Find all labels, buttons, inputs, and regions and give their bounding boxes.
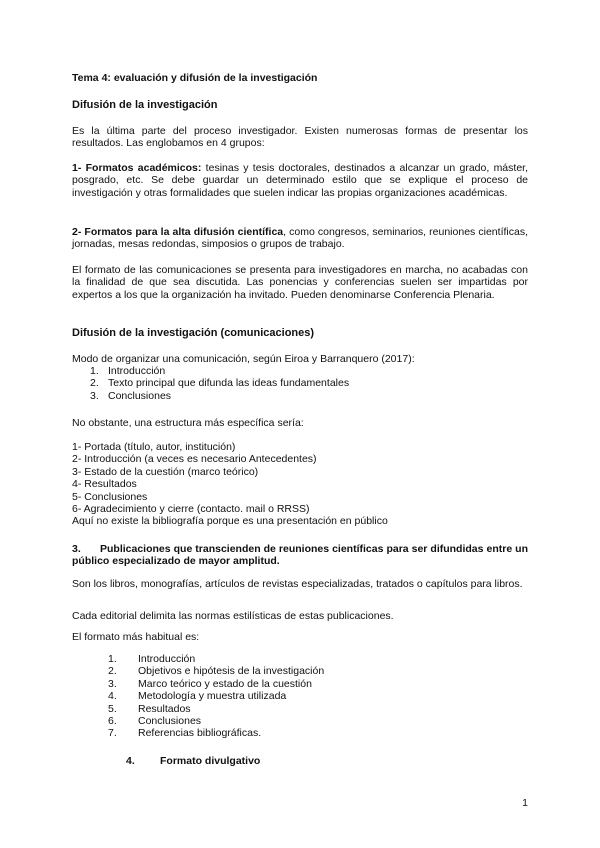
list2-item: 3- Estado de la cuestión (marco teórico) — [72, 465, 259, 478]
list-item-text: Conclusiones — [138, 714, 202, 727]
list2-item: 2- Introducción (a veces es necesario Antecedentes) — [72, 453, 317, 466]
section-heading-comunicaciones: Difusión de la investigación (comunicaciones) — [72, 327, 315, 339]
paragraph-libros: Son los libros, monografías, artículos de revistas especializadas, tratados o capítulos para libros. — [72, 578, 523, 590]
list-estructura-especifica — [72, 441, 528, 528]
list1-item — [72, 365, 528, 377]
section-text: Formato divulgativo — [160, 755, 261, 767]
list1-item — [72, 390, 528, 402]
list-item-text: Texto principal que difunda las ideas fundamentales — [108, 377, 350, 390]
page-number: 1 — [522, 797, 528, 809]
list-item-text: Referencias bibliográficas. — [138, 727, 262, 740]
paragraph-comunicaciones: El formato de las comunicaciones se presenta para investigadores en marcha, no acabadas con la finalidad de que sea discutida. Las ponencias y conferencias suelen ser impartidas por expertos a los que la organización ha invitado. Pueden denominarse Conferencia Plenaria. — [72, 264, 528, 301]
paragraph-formato-habitual: El formato más habitual es: — [72, 631, 200, 643]
list-item-number: 2. — [108, 665, 117, 678]
list-item-text: Metodología y muestra utilizada — [138, 690, 287, 703]
list-item-text: Conclusiones — [108, 389, 172, 402]
section-number: 3. — [72, 543, 81, 555]
list2-item: 4- Resultados — [72, 478, 137, 491]
list3-item — [72, 715, 528, 727]
list-item-number: 6. — [108, 714, 117, 727]
list-item-text: Resultados — [138, 702, 191, 715]
list-item-number: 1. — [90, 365, 99, 377]
paragraph-intro: Es la última parte del proceso investigador. Existen numerosas formas de presentar los resultados. Las englobamos en 4 grupos: — [72, 125, 528, 150]
list-item-text: Introducción — [138, 653, 196, 665]
paragraph-body: , como congresos, seminarios, reuniones científicas, jornadas, mesas redondas, simposios o grupos de trabajo. — [72, 226, 528, 251]
document-page — [72, 0, 528, 848]
list-item-text: Introducción — [108, 365, 166, 377]
list1-item — [72, 377, 528, 389]
paragraph-editorial: Cada editorial delimita las normas estilísticas de estas publicaciones. — [72, 610, 394, 622]
paragraph-modo-organizar: Modo de organizar una comunicación, según Eiroa y Barranquero (2017): — [72, 353, 415, 365]
paragraph-no-obstante: No obstante, una estructura más específica sería: — [72, 417, 304, 429]
list-item-number: 5. — [108, 702, 117, 715]
section-text: Publicaciones que transcienden de reuniones científicas para ser difundidas entre un público especializado de mayor amplitud. — [72, 543, 528, 568]
paragraph-formatos-academicos — [72, 162, 528, 199]
list2-item: 1- Portada (título, autor, institución) — [72, 441, 236, 453]
list2-item: 5- Conclusiones — [72, 490, 148, 503]
list-item-number: 1. — [108, 653, 117, 665]
paragraph-lead: 1- Formatos académicos: — [72, 162, 202, 174]
list — [72, 365, 528, 402]
list3-item — [72, 727, 528, 739]
list-item-text: Objetivos e hipótesis de la investigación — [138, 665, 325, 678]
list-item-number: 7. — [108, 727, 117, 740]
list3-item — [72, 653, 528, 665]
list3-item — [72, 690, 528, 702]
paragraph-alta-difusion — [72, 226, 528, 251]
list2-item: Aquí no existe la bibliografía porque es una presentación en público — [72, 515, 388, 528]
paragraph-body: tesinas y tesis doctorales, destinados a alcanzar un grado, máster, posgrado, etc. Se debe guardar un determinado estilo que se explique el proceso de investigación y otras formalidades que suelen indicar las propias organizaciones académicas. — [72, 162, 528, 199]
paragraph-lead: 2- Formatos para la alta difusión científica — [72, 226, 284, 238]
section-heading-divulgativo — [72, 755, 528, 767]
section-heading-publicaciones — [72, 543, 528, 568]
list-item-number: 2. — [90, 377, 99, 390]
list3-item — [72, 665, 528, 677]
section-number: 4. — [126, 755, 135, 767]
list3-item — [72, 678, 528, 690]
list-formato-habitual — [72, 653, 528, 740]
list — [72, 441, 528, 528]
list-item-number: 3. — [108, 677, 117, 690]
list-item-text: Marco teórico y estado de la cuestión — [138, 677, 312, 690]
list-estructura-basica — [72, 365, 528, 402]
list-item-number: 4. — [108, 690, 117, 703]
document-title: Tema 4: evaluación y difusión de la investigación — [72, 72, 318, 84]
list — [72, 653, 528, 740]
list3-item — [72, 703, 528, 715]
list-item-number: 3. — [90, 389, 99, 402]
list2-item: 6- Agradecimiento y cierre (contacto. mail o RRSS) — [72, 502, 310, 515]
section-heading-difusion: Difusión de la investigación — [72, 99, 218, 111]
